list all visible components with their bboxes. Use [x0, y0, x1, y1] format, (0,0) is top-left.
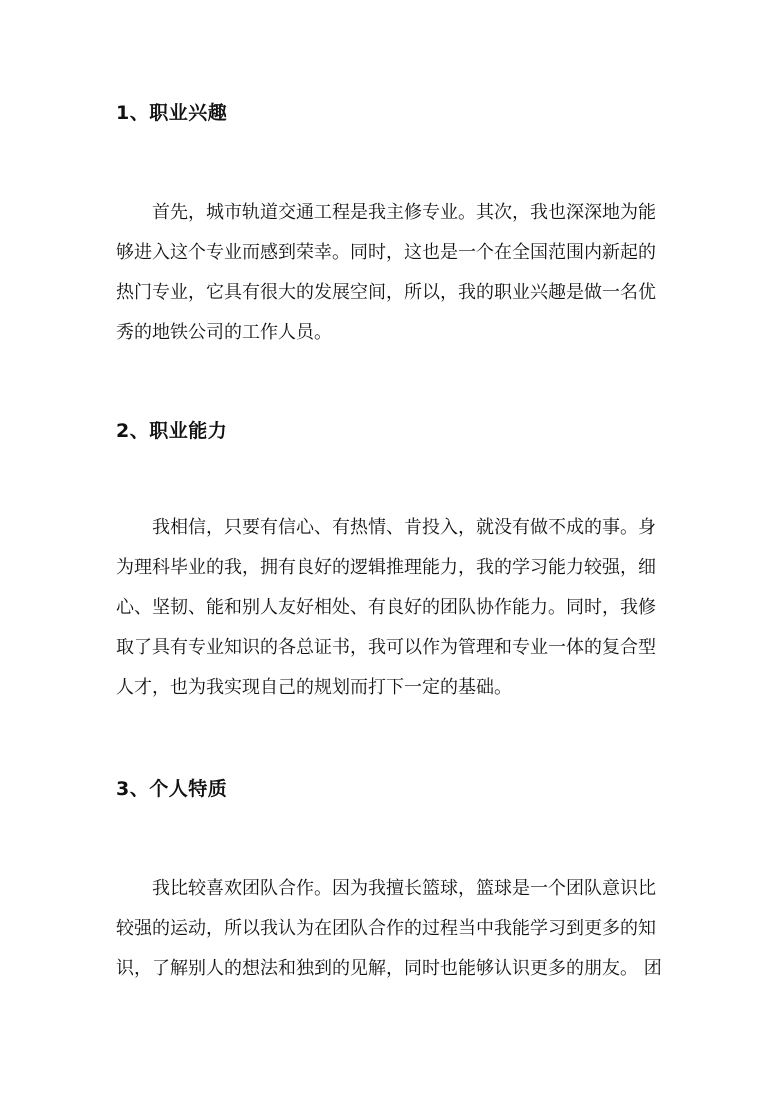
paragraph-line: 识，了解别人的想法和独到的见解，同时也能够认识更多的朋友。 团 — [116, 958, 662, 979]
section-paragraph-career-ability — [116, 508, 664, 708]
section-paragraph-career-interest — [116, 193, 664, 353]
paragraph-line: 秀的地铁公司的工作人员。 — [116, 322, 332, 343]
paragraph-line: 为理科毕业的我，拥有良好的逻辑推理能力，我的学习能力较强，细 — [116, 557, 656, 578]
paragraph-line: 首先，城市轨道交通工程是我主修专业。其次，我也深深地为能 — [152, 202, 656, 223]
section-paragraph-personal-traits — [116, 869, 664, 989]
paragraph-line: 够进入这个专业而感到荣幸。同时，这也是一个在全国范围内新起的 — [116, 242, 656, 263]
paragraph-line: 我相信，只要有信心、有热情、肯投入，就没有做不成的事。身 — [152, 517, 656, 538]
section-heading-career-interest: 1、职业兴趣 — [116, 102, 228, 124]
paragraph-line: 较强的运动，所以我认为在团队合作的过程当中我能学习到更多的知 — [116, 918, 656, 939]
section-heading-personal-traits: 3、个人特质 — [116, 778, 228, 800]
section-heading-career-ability: 2、职业能力 — [116, 420, 228, 442]
paragraph-line: 人才，也为我实现自己的规划而打下一定的基础。 — [116, 677, 512, 698]
paragraph-line: 心、坚韧、能和别人友好相处、有良好的团队协作能力。同时，我修 — [116, 597, 656, 618]
paragraph-line: 取了具有专业知识的各总证书，我可以作为管理和专业一体的复合型 — [116, 637, 656, 658]
paragraph-line: 我比较喜欢团队合作。因为我擅长篮球，篮球是一个团队意识比 — [152, 878, 656, 899]
paragraph-line: 热门专业，它具有很大的发展空间，所以，我的职业兴趣是做一名优 — [116, 282, 656, 303]
